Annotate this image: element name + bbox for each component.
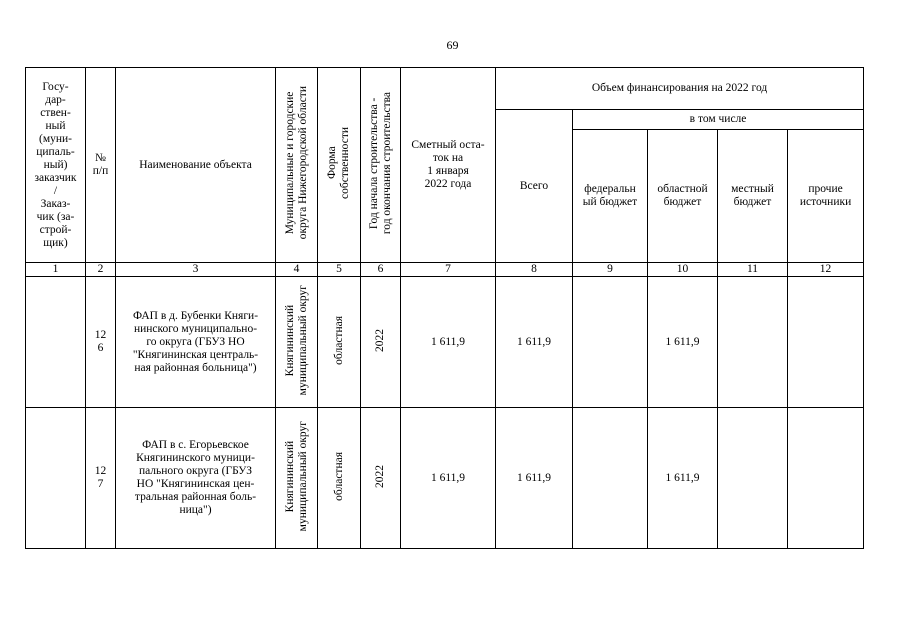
table-row bbox=[26, 277, 864, 408]
row-municipality-text: Княгининский муниципальный округ bbox=[283, 284, 309, 396]
header-including: в том числе bbox=[573, 110, 864, 130]
header-municipality bbox=[276, 68, 318, 263]
column-number: 11 bbox=[718, 263, 788, 277]
row-local bbox=[718, 408, 788, 549]
column-number: 4 bbox=[276, 263, 318, 277]
column-number: 3 bbox=[116, 263, 276, 277]
row-years bbox=[361, 408, 401, 549]
header-financing: Объем финансирования на 2022 год bbox=[496, 68, 864, 110]
row-number: 12 6 bbox=[86, 277, 116, 408]
row-municipality bbox=[276, 277, 318, 408]
header-years bbox=[361, 68, 401, 263]
column-number: 9 bbox=[573, 263, 648, 277]
row-object-name: ФАП в д. Бубенки Княги- нинского муниципально- го округа (ГБУЗ НО "Княгининская централь- ная районная больница") bbox=[116, 277, 276, 408]
header-regional: областной бюджет bbox=[648, 130, 718, 263]
row-total: 1 611,9 bbox=[496, 408, 573, 549]
row-object-name: ФАП в с. Егорьевское Княгининского муници- пального округа (ГБУЗ НО "Княгининская цен- тральная районная боль- ница") bbox=[116, 408, 276, 549]
table-row bbox=[26, 408, 864, 549]
column-number: 8 bbox=[496, 263, 573, 277]
header-ownership bbox=[318, 68, 361, 263]
column-number: 1 bbox=[26, 263, 86, 277]
header-object-name: Наименование объекта bbox=[116, 68, 276, 263]
header-local: местный бюджет bbox=[718, 130, 788, 263]
row-years-text: 2022 bbox=[374, 328, 386, 352]
column-number: 7 bbox=[401, 263, 496, 277]
row-regional: 1 611,9 bbox=[648, 408, 718, 549]
header-municipality-text: Муниципальные и городские округа Нижегородской области bbox=[283, 86, 309, 240]
header-other: прочие источники bbox=[788, 130, 864, 263]
row-municipality-text: Княгининский муниципальный округ bbox=[283, 420, 309, 532]
header-customer: Госу- дар- ствен- ный (муни- ципаль- ный) заказчик / Заказ- чик (за- строй- щик) bbox=[26, 68, 86, 263]
row-other bbox=[788, 277, 864, 408]
column-number: 2 bbox=[86, 263, 116, 277]
row-customer bbox=[26, 408, 86, 549]
column-number: 5 bbox=[318, 263, 361, 277]
column-number-row bbox=[26, 263, 864, 277]
header-ownership-text: Форма собственности bbox=[326, 127, 351, 199]
header-total: Всего bbox=[496, 110, 573, 263]
column-number: 10 bbox=[648, 263, 718, 277]
row-customer bbox=[26, 277, 86, 408]
row-ownership bbox=[318, 408, 361, 549]
row-regional: 1 611,9 bbox=[648, 277, 718, 408]
row-total: 1 611,9 bbox=[496, 277, 573, 408]
row-federal bbox=[573, 277, 648, 408]
column-number: 6 bbox=[361, 263, 401, 277]
row-other bbox=[788, 408, 864, 549]
row-ownership bbox=[318, 277, 361, 408]
row-ownership-text: областная bbox=[332, 451, 345, 501]
row-estimate: 1 611,9 bbox=[401, 277, 496, 408]
header-federal: федеральн ый бюджет bbox=[573, 130, 648, 263]
row-federal bbox=[573, 408, 648, 549]
row-ownership-text: областная bbox=[332, 315, 345, 365]
row-number: 12 7 bbox=[86, 408, 116, 549]
page-number: 69 bbox=[446, 38, 459, 52]
row-estimate: 1 611,9 bbox=[401, 408, 496, 549]
header-number: № п/п bbox=[86, 68, 116, 263]
header-estimate: Сметный оста- ток на 1 января 2022 года bbox=[401, 68, 496, 263]
row-local bbox=[718, 277, 788, 408]
header-row-1 bbox=[26, 68, 864, 110]
financing-table bbox=[25, 67, 864, 549]
header-years-text: Год начала строительства - год окончания строительства bbox=[367, 91, 393, 235]
column-number: 12 bbox=[788, 263, 864, 277]
row-years-text: 2022 bbox=[374, 464, 386, 488]
row-years bbox=[361, 277, 401, 408]
row-municipality bbox=[276, 408, 318, 549]
